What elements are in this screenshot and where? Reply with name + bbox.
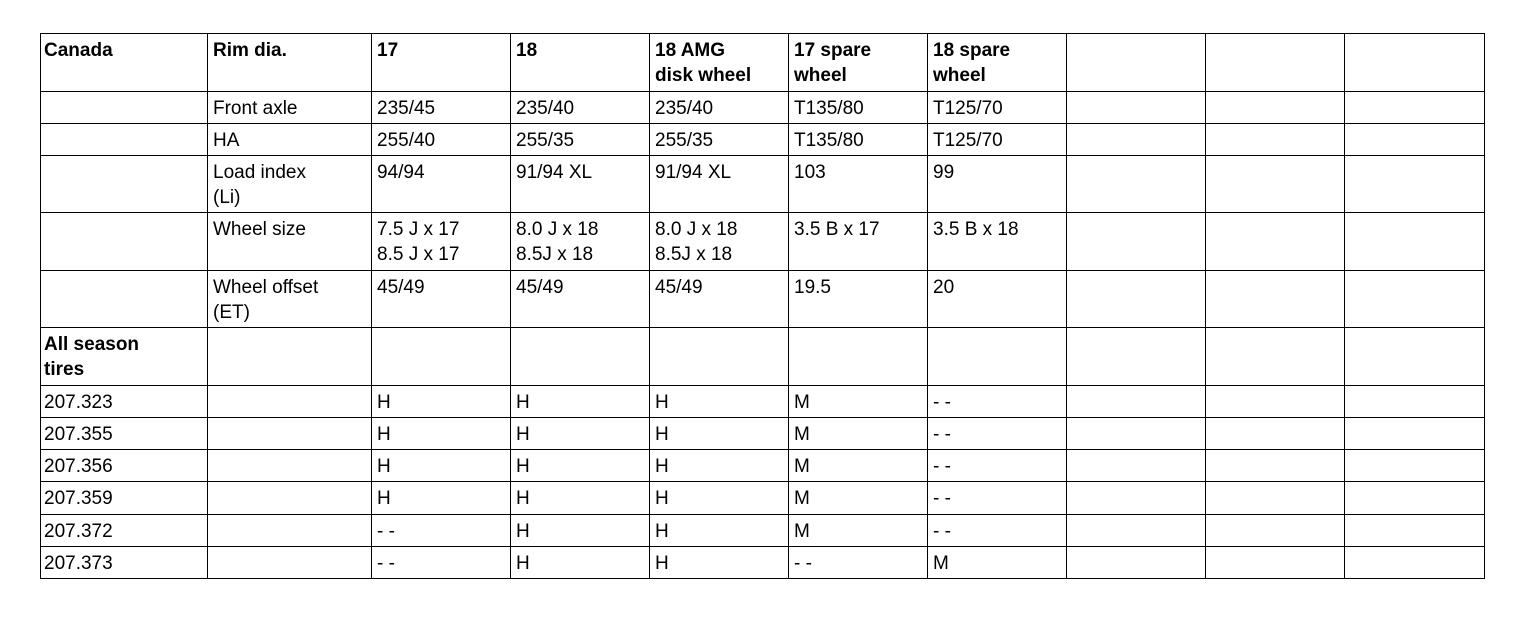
tire-value: - -	[372, 515, 511, 547]
spec-value-text: 7.5 J x 17	[377, 219, 460, 240]
spec-row	[41, 92, 1485, 124]
empty-cell	[1345, 418, 1485, 450]
empty-cell	[1067, 547, 1206, 579]
spec-value-text: 255/40	[377, 130, 436, 151]
spec-label	[208, 92, 372, 124]
spec-value	[789, 124, 928, 156]
empty-cell	[1067, 156, 1206, 213]
spec-value	[650, 213, 789, 271]
spec-label	[208, 213, 372, 271]
spec-value-text: 3.5 B x 18	[933, 219, 1019, 240]
empty-cell	[208, 547, 372, 579]
empty-cell	[1206, 547, 1345, 579]
tire-code: 207.323	[41, 386, 208, 418]
spec-label	[208, 124, 372, 156]
empty-cell	[1067, 271, 1206, 328]
spec-value-text: 3.5 B x 17	[794, 219, 880, 240]
tire-code: 207.356	[41, 450, 208, 482]
empty-cell	[1067, 450, 1206, 482]
spec-label-text: (Li)	[213, 187, 241, 208]
spec-value	[511, 92, 650, 124]
tire-value: M	[789, 418, 928, 450]
tire-value: H	[511, 482, 650, 515]
empty-cell	[1345, 156, 1485, 213]
column-header-text: disk wheel	[655, 65, 752, 86]
column-header	[372, 34, 511, 92]
column-header	[1206, 34, 1345, 92]
empty-cell	[1345, 92, 1485, 124]
tire-value: M	[928, 547, 1067, 579]
tire-value: - -	[928, 482, 1067, 515]
column-header-text: wheel	[933, 65, 986, 86]
spec-value-text: T125/70	[933, 98, 1003, 119]
spec-value-text: 19.5	[794, 277, 831, 298]
spec-value-text: 8.0 J x 18	[516, 219, 599, 240]
spec-label-text: (ET)	[213, 302, 250, 323]
spec-value-text: 235/45	[377, 98, 436, 119]
tire-code: 207.355	[41, 418, 208, 450]
empty-cell	[208, 386, 372, 418]
spec-label	[208, 271, 372, 328]
spec-value-text: T135/80	[794, 98, 864, 119]
spec-label	[208, 156, 372, 213]
empty-cell	[208, 450, 372, 482]
column-header-text: 18	[516, 40, 538, 61]
tire-value: H	[511, 450, 650, 482]
column-header	[789, 34, 928, 92]
column-header-text: 18 AMG	[655, 40, 726, 61]
tire-row	[41, 547, 1485, 579]
spec-value-text: 235/40	[655, 98, 714, 119]
empty-cell	[208, 418, 372, 450]
spec-value-text: 8.5 J x 17	[377, 244, 460, 265]
spec-value-text: 45/49	[655, 277, 703, 298]
tire-row	[41, 515, 1485, 547]
empty-cell	[41, 156, 208, 213]
rim-dia-header	[208, 34, 372, 92]
empty-cell	[1345, 271, 1485, 328]
spec-value	[372, 213, 511, 271]
spec-value	[372, 156, 511, 213]
tire-row	[41, 482, 1485, 515]
table-body	[41, 34, 1485, 579]
spec-value	[928, 271, 1067, 328]
spec-row	[41, 124, 1485, 156]
empty-cell	[1067, 482, 1206, 515]
spec-value	[789, 92, 928, 124]
spec-value	[372, 92, 511, 124]
section-title-text: All season	[44, 334, 140, 355]
tire-value: M	[789, 386, 928, 418]
spec-value	[372, 271, 511, 328]
section-title	[41, 328, 208, 386]
spec-value	[511, 271, 650, 328]
tire-value: H	[650, 450, 789, 482]
empty-cell	[1067, 92, 1206, 124]
spec-value-text: 103	[794, 162, 826, 183]
tire-value: H	[372, 386, 511, 418]
spec-value-text: 235/40	[516, 98, 575, 119]
tire-value: - -	[372, 547, 511, 579]
section-title-text: tires	[44, 359, 85, 380]
spec-label-text: HA	[213, 130, 240, 151]
empty-cell	[1345, 450, 1485, 482]
empty-cell	[1067, 418, 1206, 450]
tire-value: H	[650, 386, 789, 418]
tire-value: H	[511, 547, 650, 579]
column-header-text: 17 spare	[794, 40, 872, 61]
spec-value	[928, 92, 1067, 124]
spec-value	[650, 271, 789, 328]
spec-value	[650, 92, 789, 124]
column-header	[1345, 34, 1485, 92]
spec-value-text: T125/70	[933, 130, 1003, 151]
tire-value: H	[650, 547, 789, 579]
empty-cell	[1067, 328, 1206, 386]
spec-value-text: 45/49	[516, 277, 564, 298]
empty-cell	[41, 92, 208, 124]
spec-label-text: Wheel size	[213, 219, 306, 240]
spec-value-text: T135/80	[794, 130, 864, 151]
spec-value	[511, 213, 650, 271]
tire-value: H	[650, 515, 789, 547]
empty-cell	[1206, 418, 1345, 450]
tire-value: M	[789, 482, 928, 515]
spec-label-text: Wheel offset	[213, 277, 319, 298]
tire-value: H	[650, 482, 789, 515]
section-row	[41, 328, 1485, 386]
empty-cell	[1067, 386, 1206, 418]
empty-cell	[208, 482, 372, 515]
tire-value: H	[372, 450, 511, 482]
tire-spec-table	[40, 33, 1485, 579]
empty-cell	[1345, 213, 1485, 271]
empty-cell	[1206, 328, 1345, 386]
spec-label-text: Load index	[213, 162, 306, 183]
spec-value-text: 255/35	[655, 130, 714, 151]
spec-value	[650, 124, 789, 156]
empty-cell	[372, 328, 511, 386]
tire-value: H	[511, 386, 650, 418]
spec-value	[789, 156, 928, 213]
spec-value	[789, 271, 928, 328]
spec-value-text: 94/94	[377, 162, 425, 183]
empty-cell	[1206, 515, 1345, 547]
tire-value: - -	[928, 450, 1067, 482]
empty-cell	[1206, 386, 1345, 418]
empty-cell	[1206, 213, 1345, 271]
tire-value: H	[650, 418, 789, 450]
tire-value: H	[511, 515, 650, 547]
tire-row	[41, 418, 1485, 450]
column-header	[511, 34, 650, 92]
empty-cell	[1067, 213, 1206, 271]
empty-cell	[650, 328, 789, 386]
spec-value	[789, 213, 928, 271]
column-header-text: wheel	[794, 65, 847, 86]
column-header	[1067, 34, 1206, 92]
empty-cell	[208, 328, 372, 386]
spec-value	[511, 156, 650, 213]
spec-value-text: 255/35	[516, 130, 575, 151]
spec-value-text: 99	[933, 162, 955, 183]
tire-value: H	[511, 418, 650, 450]
rim-dia-header-text: Rim dia.	[213, 40, 287, 61]
empty-cell	[1206, 156, 1345, 213]
spec-value	[511, 124, 650, 156]
spec-row	[41, 271, 1485, 328]
empty-cell	[789, 328, 928, 386]
spec-value-text: 20	[933, 277, 955, 298]
header-row	[41, 34, 1485, 92]
spec-value-text: 45/49	[377, 277, 425, 298]
empty-cell	[1206, 482, 1345, 515]
spec-value	[372, 124, 511, 156]
tire-value: M	[789, 515, 928, 547]
empty-cell	[1206, 124, 1345, 156]
empty-cell	[1206, 271, 1345, 328]
column-header	[928, 34, 1067, 92]
empty-cell	[41, 213, 208, 271]
column-header	[650, 34, 789, 92]
tire-value: H	[372, 482, 511, 515]
country-header-text: Canada	[44, 40, 113, 61]
spec-row	[41, 213, 1485, 271]
empty-cell	[1067, 515, 1206, 547]
empty-cell	[208, 515, 372, 547]
tire-code: 207.373	[41, 547, 208, 579]
empty-cell	[1345, 515, 1485, 547]
spec-value	[650, 156, 789, 213]
empty-cell	[1345, 124, 1485, 156]
empty-cell	[41, 271, 208, 328]
empty-cell	[1345, 328, 1485, 386]
tire-code: 207.372	[41, 515, 208, 547]
empty-cell	[511, 328, 650, 386]
empty-cell	[41, 124, 208, 156]
empty-cell	[928, 328, 1067, 386]
spec-value	[928, 124, 1067, 156]
tire-value: H	[372, 418, 511, 450]
tire-value: M	[789, 450, 928, 482]
empty-cell	[1345, 386, 1485, 418]
tire-value: - -	[789, 547, 928, 579]
spec-value	[928, 156, 1067, 213]
spec-value-text: 91/94 XL	[516, 162, 593, 183]
tire-row	[41, 386, 1485, 418]
spec-value-text: 8.5J x 18	[655, 244, 733, 265]
spec-value-text: 8.5J x 18	[516, 244, 594, 265]
tire-value: - -	[928, 418, 1067, 450]
spec-row	[41, 156, 1485, 213]
column-header-text: 17	[377, 40, 399, 61]
empty-cell	[1206, 450, 1345, 482]
empty-cell	[1345, 547, 1485, 579]
tire-value: - -	[928, 515, 1067, 547]
tire-row	[41, 450, 1485, 482]
spec-value	[928, 213, 1067, 271]
tire-value: - -	[928, 386, 1067, 418]
empty-cell	[1206, 92, 1345, 124]
tire-code: 207.359	[41, 482, 208, 515]
country-header	[41, 34, 208, 92]
empty-cell	[1067, 124, 1206, 156]
spec-value-text: 8.0 J x 18	[655, 219, 738, 240]
spec-value-text: 91/94 XL	[655, 162, 732, 183]
empty-cell	[1345, 482, 1485, 515]
column-header-text: 18 spare	[933, 40, 1011, 61]
spec-label-text: Front axle	[213, 98, 298, 119]
